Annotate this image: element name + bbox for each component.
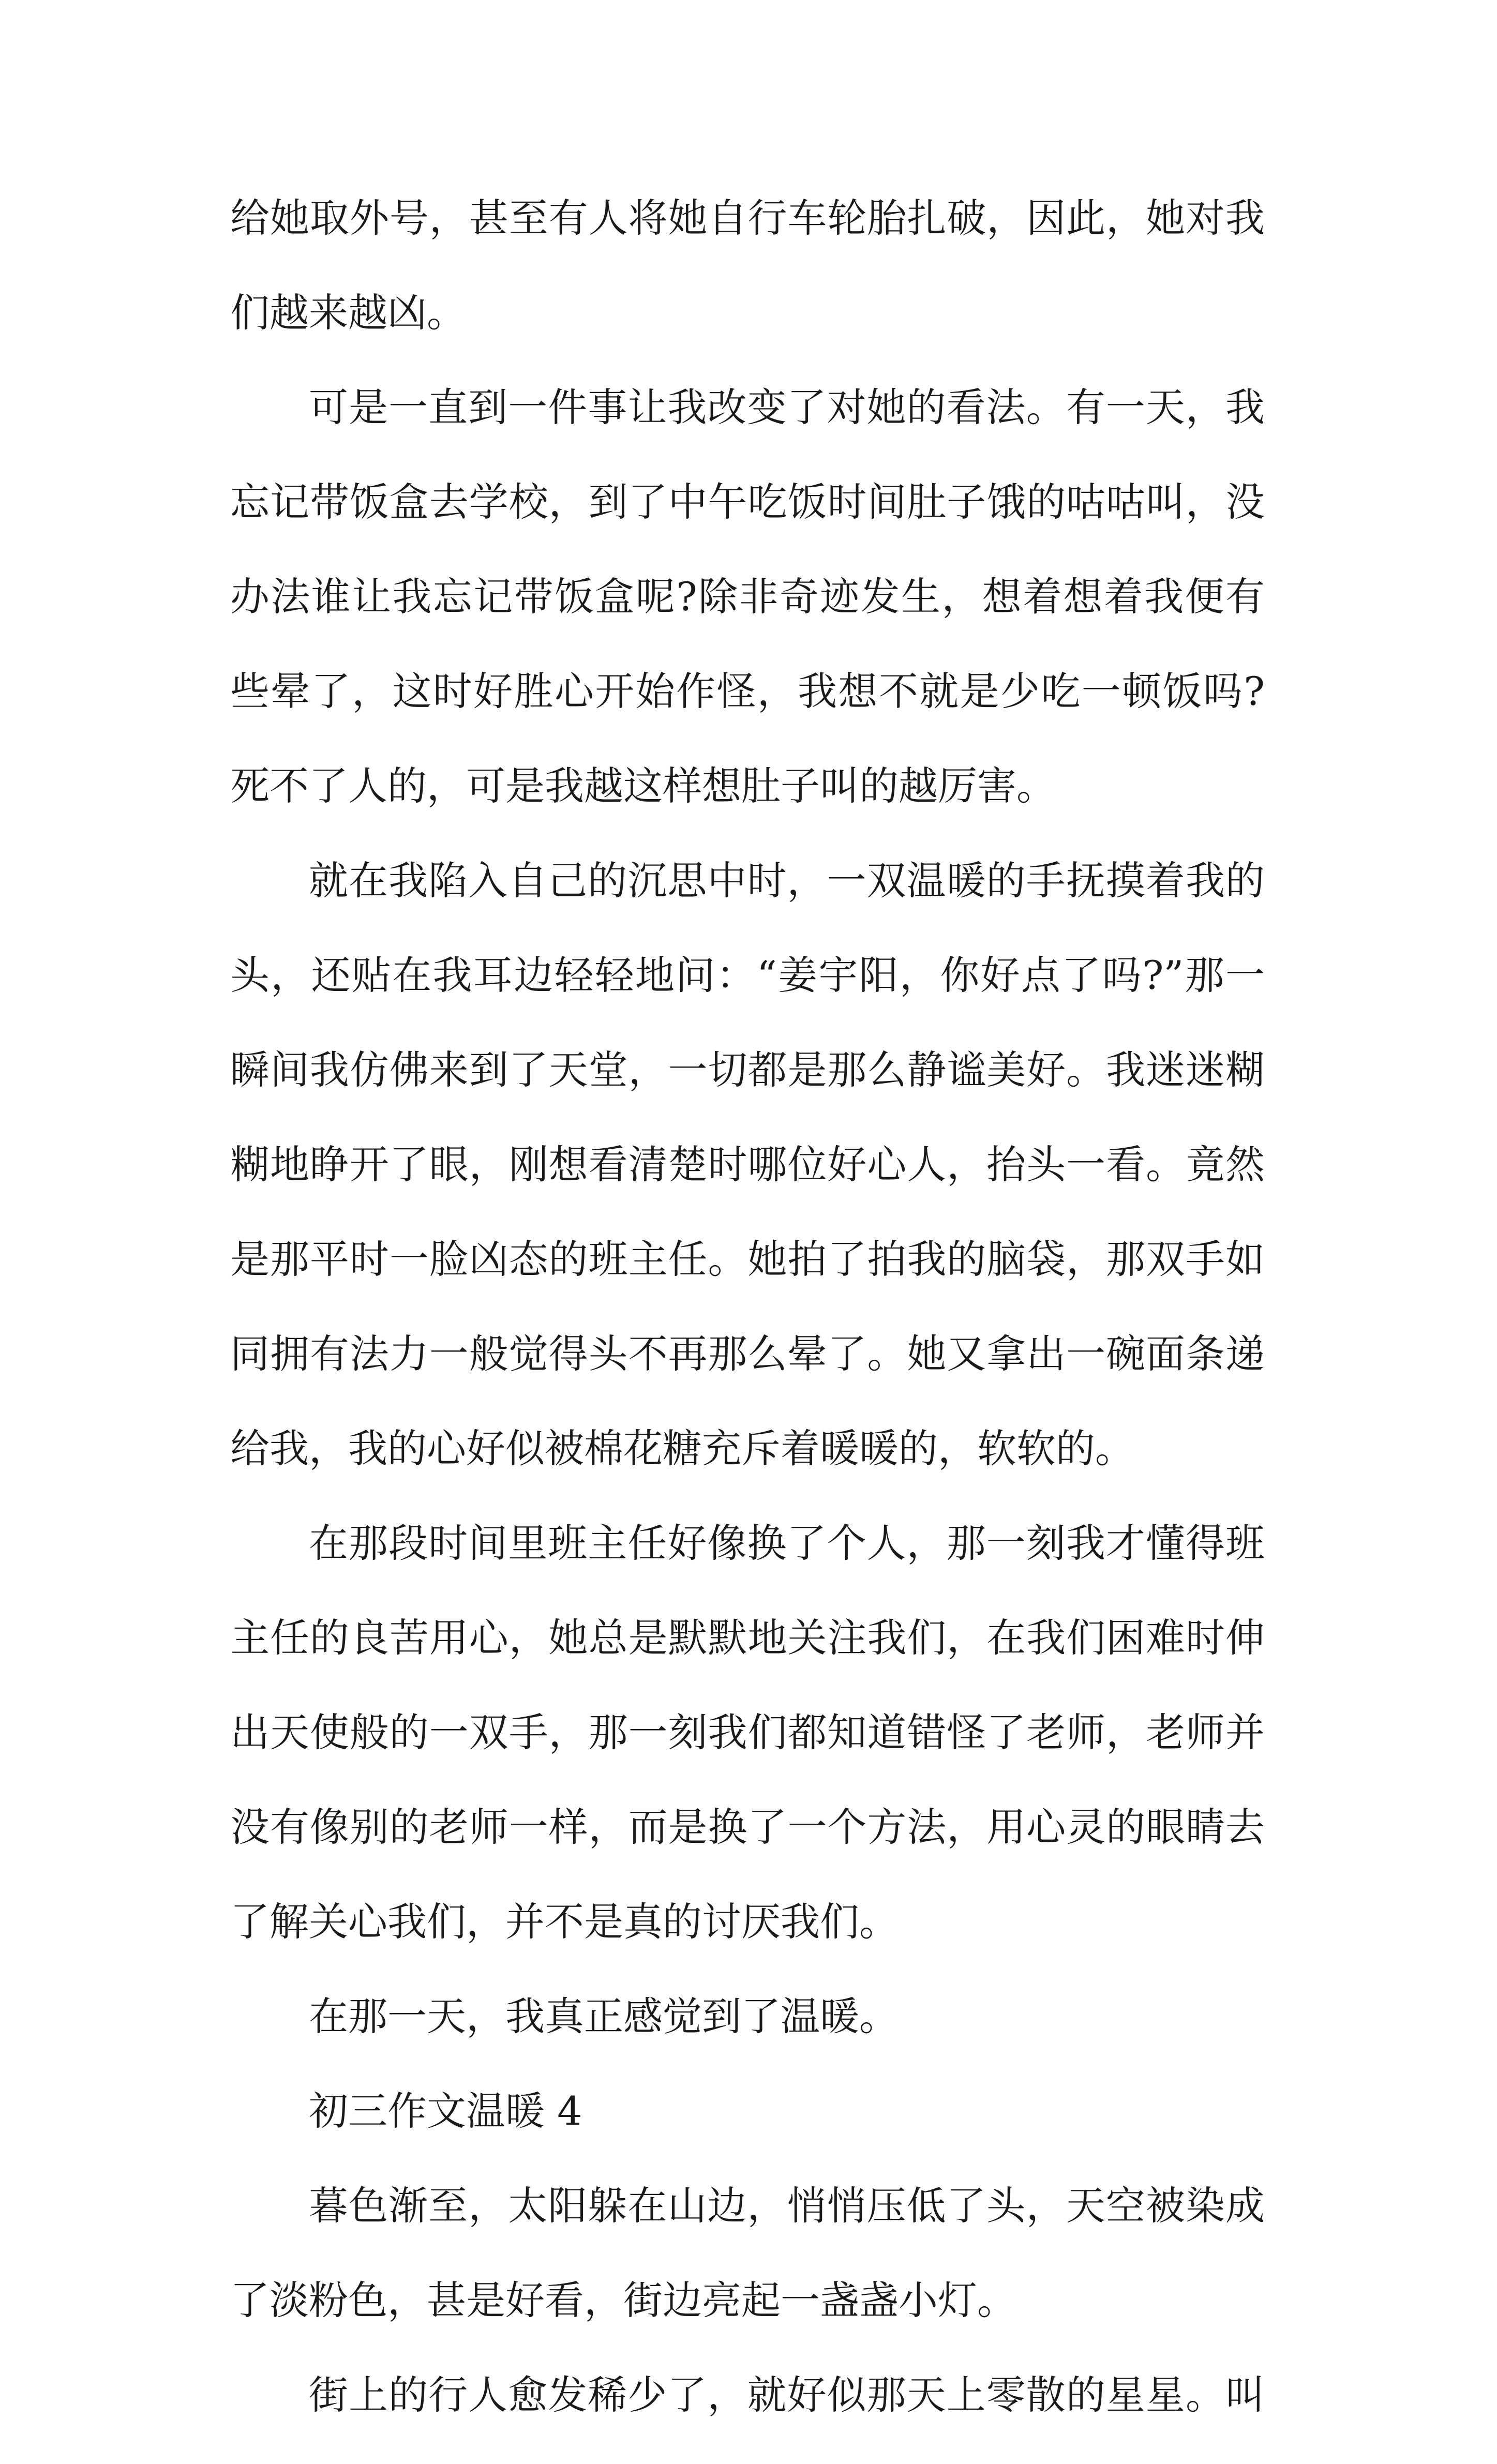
text-line: 在那一天，我真正感觉到了温暖。 — [309, 1993, 899, 2039]
text-line: 糊地睁开了眼，刚想看清楚时哪位好心人，抬头一看。竟然 — [230, 1141, 1265, 1188]
text-line: 是那平时一脸凶态的班主任。她拍了拍我的脑袋，那双手如 — [230, 1236, 1265, 1282]
text-line: 们越来越凶。 — [230, 290, 466, 336]
text-line: 办法谁让我忘记带饭盒呢?除非奇迹发生，想着想着我便有 — [230, 574, 1265, 620]
text-line: 可是一直到一件事让我改变了对她的看法。有一天，我 — [309, 384, 1265, 430]
text-line: 头，还贴在我耳边轻轻地问：“姜宇阳，你好点了吗?”那一 — [230, 952, 1265, 998]
text-line: 暮色渐至，太阳躲在山边，悄悄压低了头，天空被染成 — [309, 2183, 1265, 2229]
text-line: 瞬间我仿佛来到了天堂，一切都是那么静谧美好。我迷迷糊 — [230, 1047, 1265, 1093]
text-line: 就在我陷入自己的沉思中时，一双温暖的手抚摸着我的 — [309, 858, 1265, 904]
text-line: 初三作文温暖 4 — [309, 2088, 582, 2134]
text-line: 些晕了，这时好胜心开始作怪，我想不就是少吃一顿饭吗? — [230, 668, 1265, 714]
text-line: 出天使般的一双手，那一刻我们都知道错怪了老师，老师并 — [230, 1709, 1265, 1755]
text-line: 死不了人的，可是我越这样想肚子叫的越厉害。 — [230, 763, 1056, 809]
text-line: 主任的良苦用心，她总是默默地关注我们，在我们困难时伸 — [230, 1615, 1265, 1661]
text-line: 街上的行人愈发稀少了，就好似那天上零散的星星。叫 — [309, 2372, 1265, 2418]
text-line: 给她取外号，甚至有人将她自行车轮胎扎破，因此，她对我 — [230, 195, 1265, 241]
text-line: 给我，我的心好似被棉花糖充斥着暖暖的，软软的。 — [230, 1425, 1134, 1471]
text-line: 同拥有法力一般觉得头不再那么晕了。她又拿出一碗面条递 — [230, 1331, 1265, 1377]
document-body — [230, 192, 1265, 2464]
text-line: 了解关心我们，并不是真的讨厌我们。 — [230, 1899, 899, 1945]
text-line: 在那段时间里班主任好像换了个人，那一刻我才懂得班 — [309, 1520, 1265, 1566]
text-line: 没有像别的老师一样，而是换了一个方法，用心灵的眼睛去 — [230, 1804, 1265, 1850]
text-line: 忘记带饭盒去学校，到了中午吃饭时间肚子饿的咕咕叫，没 — [230, 479, 1265, 525]
text-line: 了淡粉色，甚是好看，街边亮起一盏盏小灯。 — [230, 2277, 1016, 2323]
